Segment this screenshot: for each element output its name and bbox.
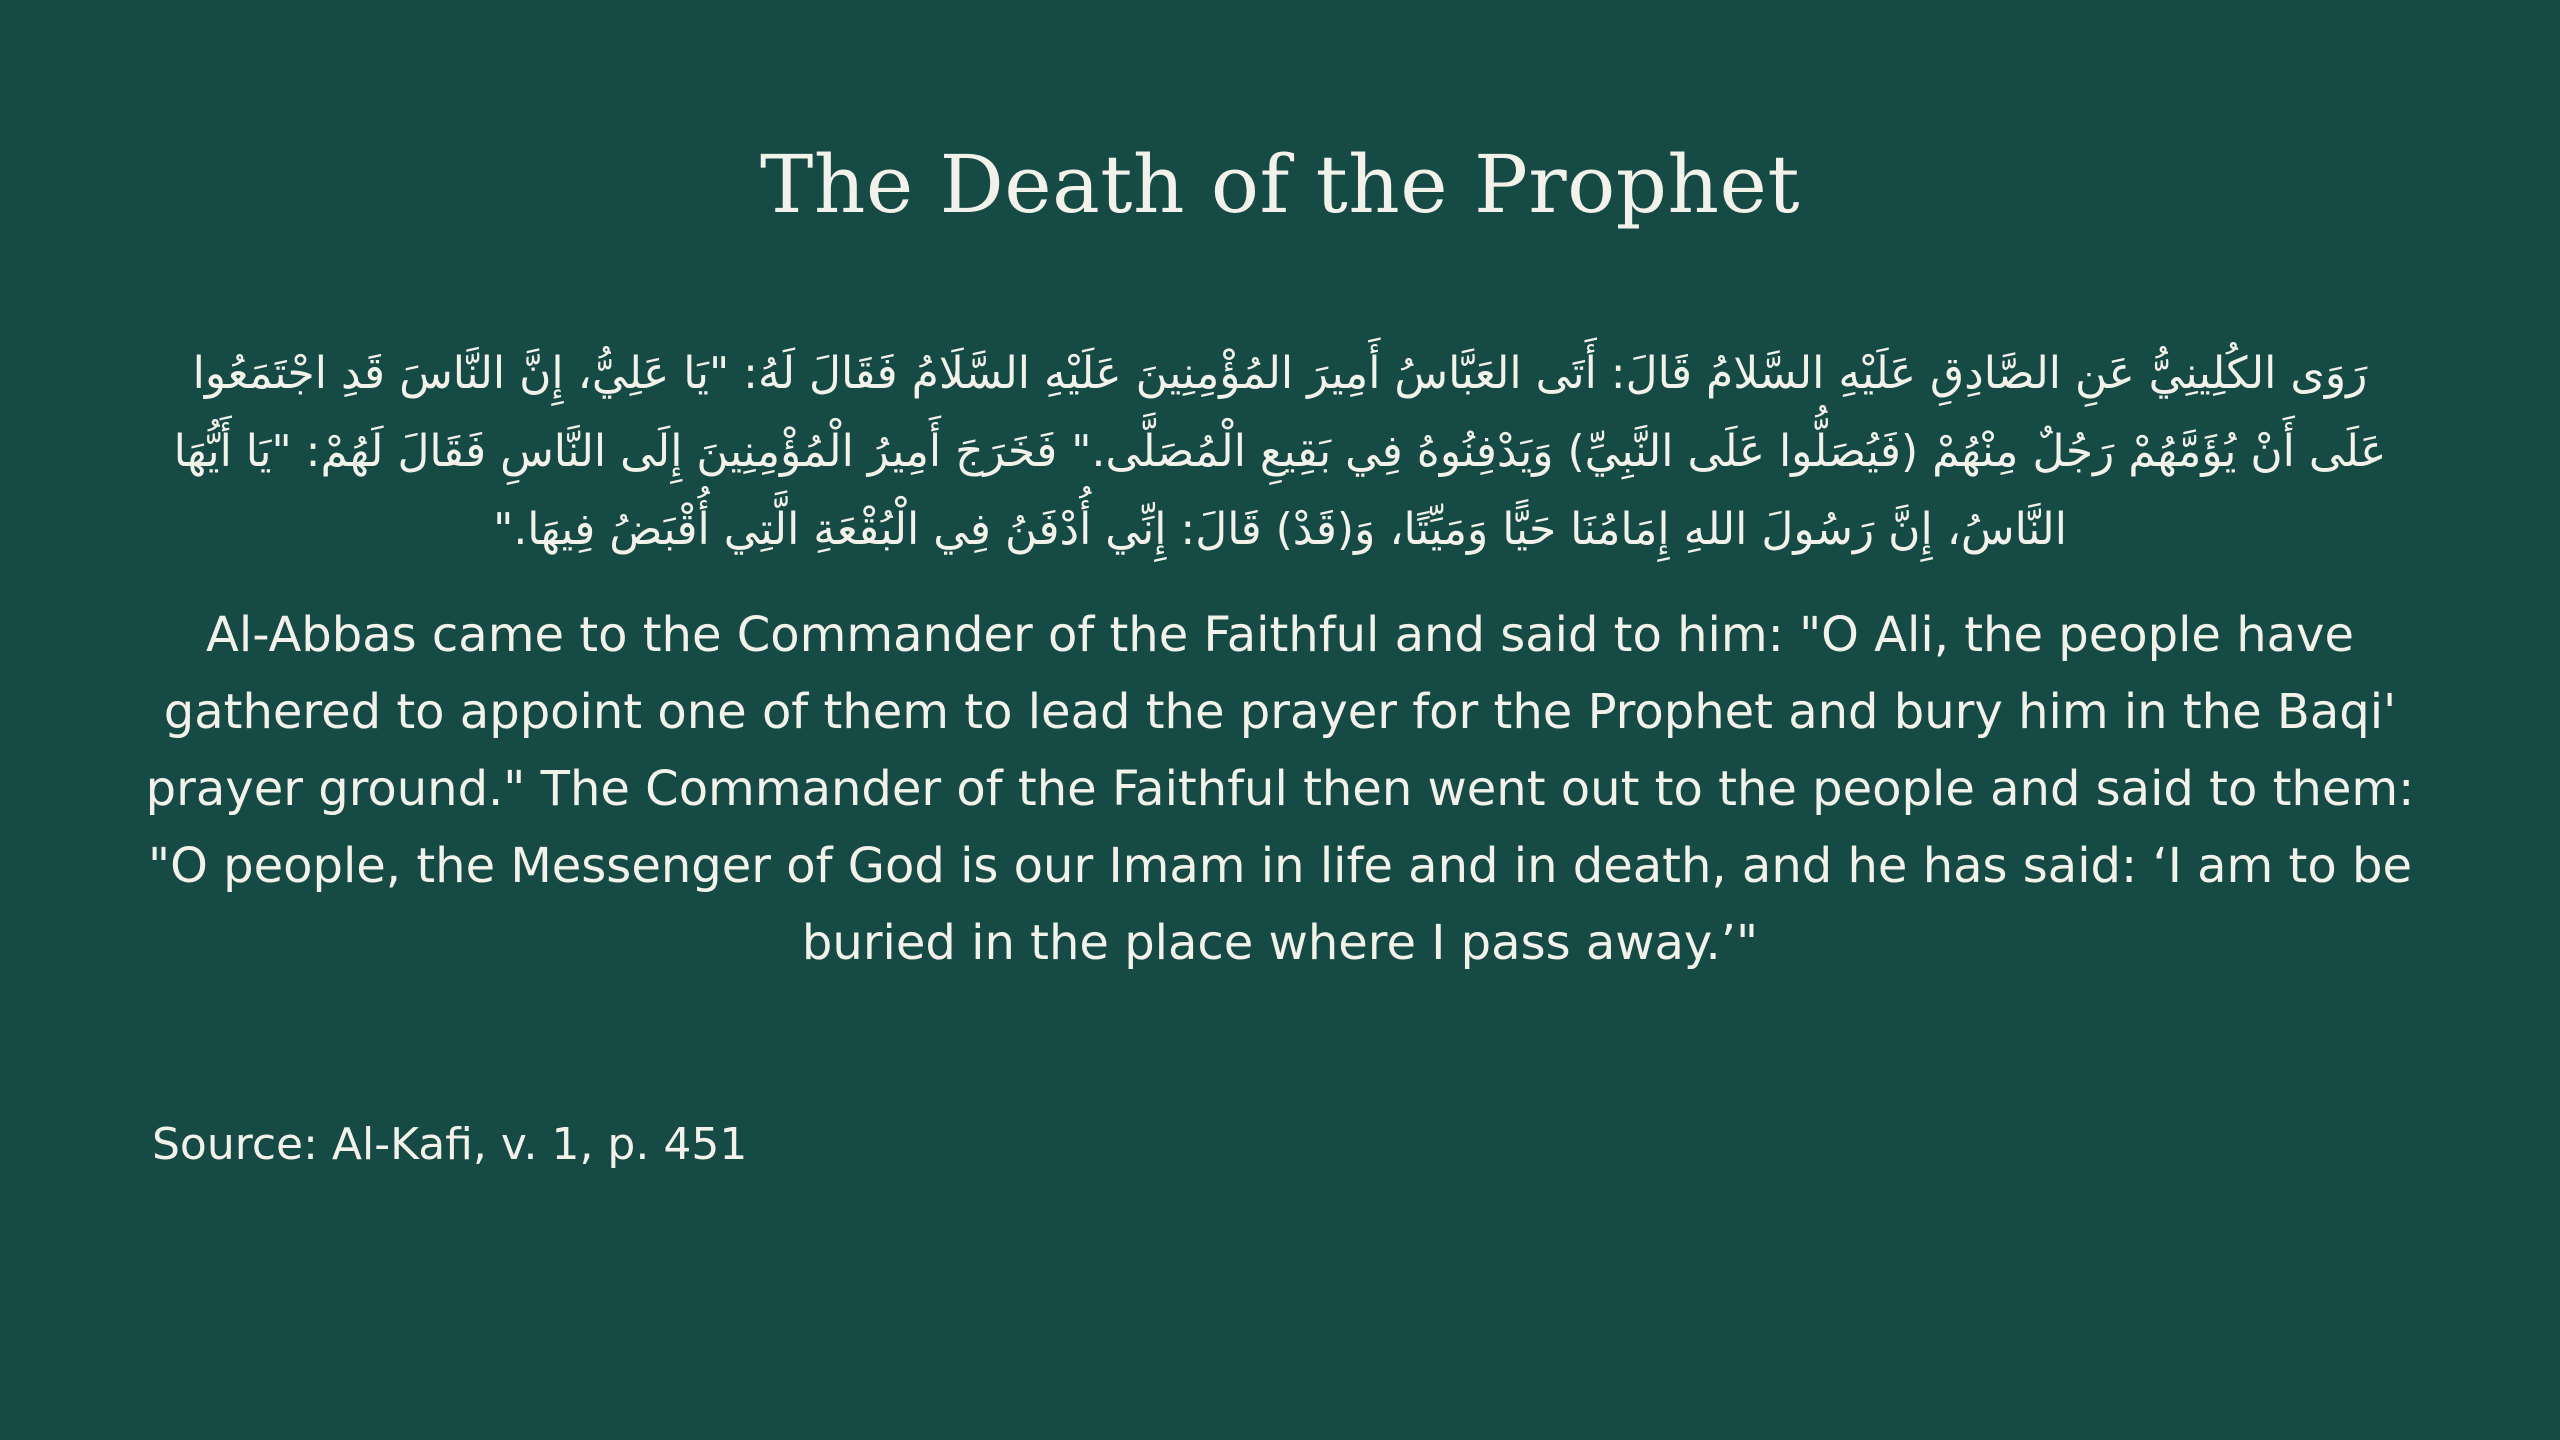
arabic-hadith-text: رَوَى الكُلِينِيُّ عَنِ الصَّادِقِ عَلَيْهِ السَّلامُ قَالَ: أَتَى العَبَّاسُ أَمِيرَ المُؤْمِنِينَ عَلَيْهِ السَّلَامُ فَقَالَ لَهُ: "يَا عَلِيُّ، إِنَّ النَّاسَ قَدِ اجْتَمَعُوا عَلَى أَنْ يُؤَمَّهُمْ رَجُلٌ مِنْهُمْ (فَيُصَلُّوا عَلَى النَّبِيِّ) وَيَدْفِنُوهُ فِي بَقِيعِ الْمُصَلَّى." فَخَرَجَ أَمِيرُ الْمُؤْمِنِينَ إِلَى النَّاسِ فَقَالَ لَهُمْ: "يَا أَيُّهَا النَّاسُ، إِنَّ رَسُولَ اللهِ إِمَامُنَا حَيًّا وَمَيِّتًا، وَ(قَدْ) قَالَ: إِنِّي أُدْفَنُ فِي الْبُقْعَةِ الَّتِي أُقْبَضُ فِيهَا.": [173, 348, 2387, 555]
source-citation: Source: Al-Kafi, v. 1, p. 451: [152, 1119, 748, 1170]
slide-title: The Death of the Prophet: [759, 138, 1801, 231]
english-translation-text: Al-Abbas came to the Commander of the Faithful and said to him: "O Ali, the people have gathered to appoint one of them to lead the prayer for the Prophet and bury him in the Baqi' prayer ground." The Commander of the Faithful then went out to the people and said to them: "O people, the Messenger of God is our Imam in life and in death, and he has said: ‘I am to be buried in the place where I pass away.’": [145, 607, 2415, 971]
